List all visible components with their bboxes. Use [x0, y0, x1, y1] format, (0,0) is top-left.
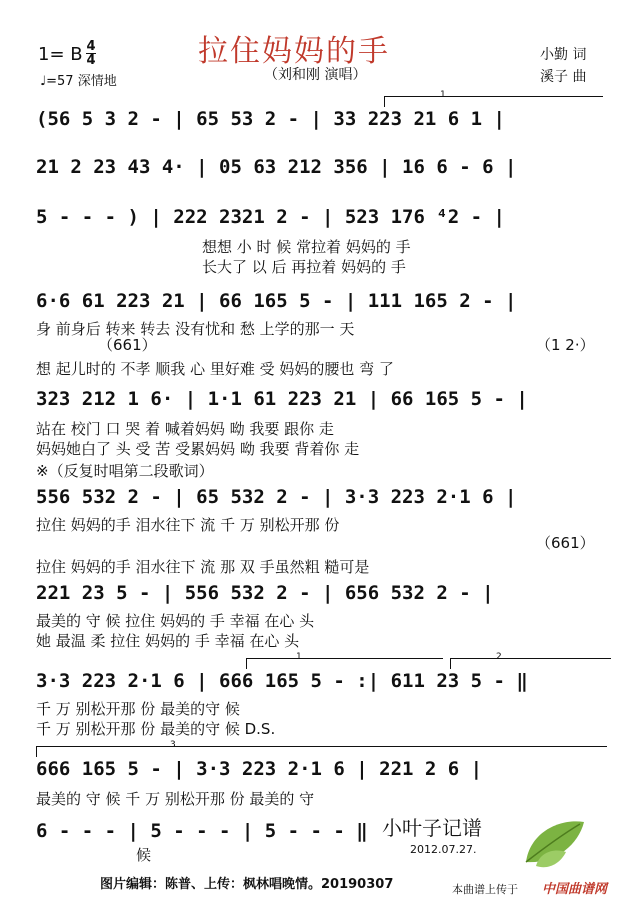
upload-note: 本曲谱上传于: [452, 883, 518, 896]
lyric-line: 站在 校门 口 哭 着 喊着妈妈 呦 我要 跟你 走: [36, 420, 334, 438]
lyric-line: 妈妈她白了 头 受 苦 受累妈妈 呦 我要 背着你 走: [36, 440, 360, 458]
volta-bracket-2: [450, 658, 611, 669]
lyric-line: 想想 小 时 候 常拉着 妈妈的 手: [202, 238, 411, 256]
tempo-marking: ♩=57 深情地: [40, 74, 117, 89]
transcriber-signature: 小叶子记谱: [382, 816, 482, 840]
lyric-line: 拉住 妈妈的手 泪水往下 流 那 双 手虽然粗 糙可是: [36, 558, 370, 576]
notation-row: 666 165 5 - | 3·3 223 2·1 6 | 221 2 6 |: [36, 758, 483, 780]
meter-top: 4: [86, 39, 96, 54]
image-edit-credit: 图片编辑：陈普、上传：枫林唱晚情。20190307: [100, 877, 394, 892]
notation-row: 556 532 2 - | 65 532 2 - | 3·3 223 2·1 6 |: [36, 486, 517, 508]
time-signature: [86, 40, 96, 67]
notation-row: (56 5 3 2 - | 65 53 2 - | 33 223 21 6 1 |: [36, 108, 505, 130]
song-title: 拉住妈妈的手: [198, 34, 390, 69]
notation-row: 6·6 61 223 21 | 66 165 5 - | 111 165 2 - |: [36, 290, 517, 312]
volta-bracket-1b: [246, 658, 443, 669]
lyric-line: 最美的 守 候 千 万 别松开那 份 最美的 守: [36, 790, 315, 808]
lyric-line: 她 最温 柔 拉住 妈妈的 手 幸福 在心 头: [36, 632, 300, 650]
site-logo[interactable]: 中国曲谱网: [542, 882, 608, 897]
lyric-line: ※（反复时唱第二段歌词）: [36, 462, 214, 480]
volta-bracket-1: [384, 96, 603, 107]
lyric-line: 最美的 守 候 拉住 妈妈的 手 幸福 在心 头: [36, 612, 315, 630]
key-signature: 1= B: [38, 44, 83, 65]
volta-label: 2: [496, 652, 502, 662]
lyric-line: 候: [136, 846, 152, 864]
lyric-line: 长大了 以 后 再拉着 妈妈的 手: [202, 258, 406, 276]
tea-leaf-icon: [520, 812, 590, 872]
meter-bottom: 4: [86, 53, 96, 68]
lyric-line: （1 2·）: [536, 336, 595, 354]
lyric-line: 千 万 别松开那 份 最美的守 候: [36, 700, 240, 718]
volta-label: 1: [296, 652, 302, 662]
transcription-date: 2012.07.27.: [410, 843, 477, 856]
lyric-line: 身 前身后 转来 转去 没有忧和 愁 上学的那一 天: [36, 320, 355, 338]
performer-subtitle: （刘和刚 演唱）: [264, 67, 367, 83]
lyric-line: 拉住 妈妈的手 泪水往下 流 千 万 别松开那 份: [36, 516, 340, 534]
notation-row: 323 212 1 6· | 1·1 61 223 21 | 66 165 5 - |: [36, 388, 528, 410]
lyric-line: （661）: [536, 534, 595, 552]
volta-label: 3: [170, 740, 176, 750]
volta-label: 1: [440, 90, 446, 100]
composer-credit: 溪子 曲: [540, 69, 587, 85]
notation-row: 5 - - - ) | 222 2321 2 - | 523 176 ⁴2 - |: [36, 206, 505, 228]
notation-row: 6 - - - | 5 - - - | 5 - - - ‖: [36, 820, 368, 842]
lyric-line: 千 万 别松开那 份 最美的守 候 D.S.: [36, 720, 276, 738]
notation-row: 21 2 23 43 4· | 05 63 212 356 | 16 6 - 6 |: [36, 156, 517, 178]
lyric-line: （661）: [98, 336, 157, 354]
notation-row: 3·3 223 2·1 6 | 666 165 5 - :| 611 23 5 - ‖: [36, 670, 528, 692]
notation-row: 221 23 5 - | 556 532 2 - | 656 532 2 - |: [36, 582, 494, 604]
volta-bracket-3: [36, 746, 607, 757]
lyricist-credit: 小勤 词: [540, 47, 587, 63]
lyric-line: 想 起儿时的 不孝 顺我 心 里好难 受 妈妈的腰也 弯 了: [36, 360, 394, 378]
